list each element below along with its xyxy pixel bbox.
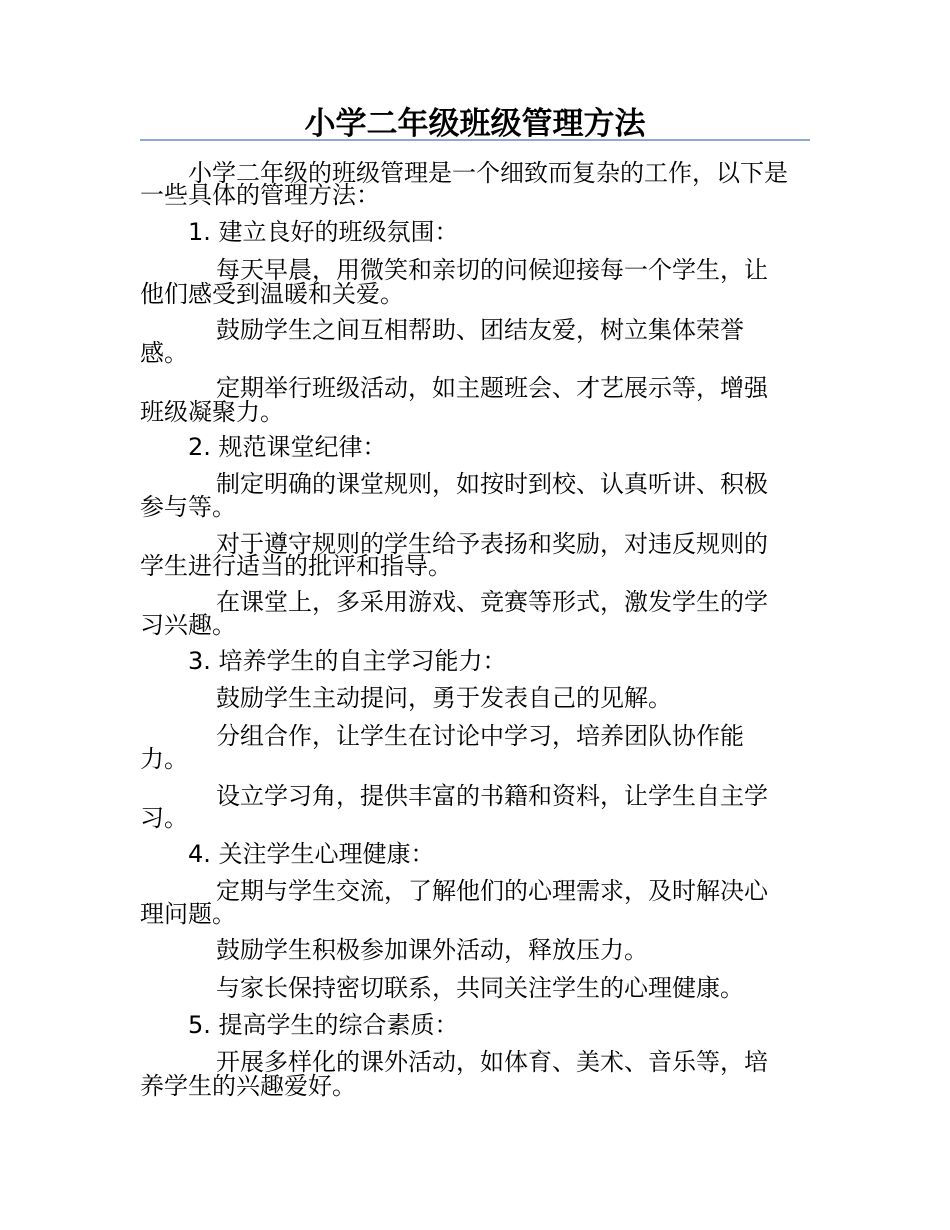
list-item-line-1: 对于遵守规则的学生给予表扬和奖励，对违反规则的 bbox=[216, 530, 768, 558]
section-heading: 5. 提高学生的综合素质： bbox=[188, 1011, 459, 1039]
list-item-line-2: 习。 bbox=[140, 804, 188, 832]
document-title: 小学二年级班级管理方法 bbox=[304, 106, 646, 142]
list-item-line-2: 他们感受到温暖和关爱。 bbox=[140, 280, 404, 308]
list-item-line-1: 在课堂上，多采用游戏、竞赛等形式，激发学生的学 bbox=[216, 588, 768, 616]
list-item-line-2: 班级凝聚力。 bbox=[140, 398, 284, 426]
list-item-line-1: 开展多样化的课外活动，如体育、美术、音乐等，培 bbox=[216, 1048, 768, 1076]
intro-line-1: 小学二年级的班级管理是一个细致而复杂的工作，以下是 bbox=[188, 159, 788, 187]
title-underline bbox=[140, 139, 810, 141]
section-heading: 3. 培养学生的自主学习能力： bbox=[188, 647, 507, 675]
section-heading: 2. 规范课堂纪律： bbox=[188, 433, 387, 461]
list-item-line-1: 每天早晨，用微笑和亲切的问候迎接每一个学生，让 bbox=[216, 256, 768, 284]
list-item-line-1: 设立学习角，提供丰富的书籍和资料，让学生自主学 bbox=[216, 782, 768, 810]
list-item-line-1: 鼓励学生积极参加课外活动，释放压力。 bbox=[216, 936, 648, 964]
list-item-line-2: 力。 bbox=[140, 745, 188, 773]
list-item-line-1: 制定明确的课堂规则，如按时到校、认真听讲、积极 bbox=[216, 470, 768, 498]
list-item-line-1: 鼓励学生主动提问，勇于发表自己的见解。 bbox=[216, 684, 672, 712]
list-item-line-1: 鼓励学生之间互相帮助、团结友爱，树立集体荣誉 bbox=[216, 316, 744, 344]
list-item-line-2: 参与等。 bbox=[140, 493, 236, 521]
list-item-line-1: 与家长保持密切联系，共同关注学生的心理健康。 bbox=[216, 974, 744, 1002]
intro-line-2: 一些具体的管理方法： bbox=[140, 181, 380, 209]
list-item-line-2: 理问题。 bbox=[140, 900, 236, 928]
list-item-line-2: 感。 bbox=[140, 339, 188, 367]
list-item-line-1: 分组合作，让学生在讨论中学习，培养团队协作能 bbox=[216, 722, 744, 750]
list-item-line-1: 定期举行班级活动，如主题班会、才艺展示等，增强 bbox=[216, 374, 768, 402]
list-item-line-2: 习兴趣。 bbox=[140, 611, 236, 639]
list-item-line-2: 养学生的兴趣爱好。 bbox=[140, 1072, 356, 1100]
list-item-line-1: 定期与学生交流，了解他们的心理需求，及时解决心 bbox=[216, 877, 768, 905]
list-item-line-2: 学生进行适当的批评和指导。 bbox=[140, 552, 452, 580]
section-heading: 1. 建立良好的班级氛围： bbox=[188, 218, 459, 246]
section-heading: 4. 关注学生心理健康： bbox=[188, 840, 435, 868]
